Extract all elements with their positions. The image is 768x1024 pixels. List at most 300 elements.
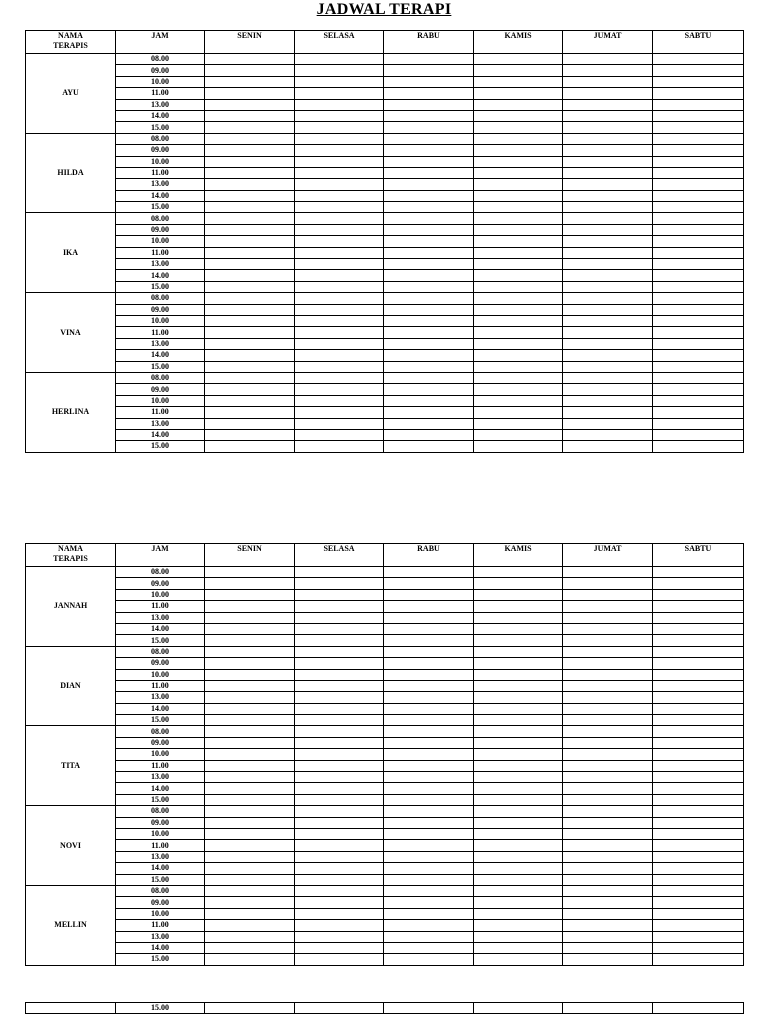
schedule-cell[interactable]	[295, 76, 384, 87]
schedule-cell[interactable]	[384, 259, 474, 270]
schedule-cell[interactable]	[295, 418, 384, 429]
schedule-cell[interactable]	[653, 806, 744, 817]
schedule-cell[interactable]	[384, 760, 474, 771]
schedule-cell[interactable]	[653, 110, 744, 121]
schedule-cell[interactable]	[295, 327, 384, 338]
schedule-cell[interactable]	[384, 589, 474, 600]
schedule-cell[interactable]	[384, 794, 474, 805]
schedule-cell[interactable]	[563, 122, 653, 133]
schedule-cell[interactable]	[384, 703, 474, 714]
schedule-cell[interactable]	[474, 578, 563, 589]
schedule-cell[interactable]	[563, 589, 653, 600]
schedule-cell[interactable]	[384, 567, 474, 578]
schedule-cell[interactable]	[384, 954, 474, 965]
schedule-cell[interactable]	[384, 418, 474, 429]
schedule-cell[interactable]	[474, 828, 563, 839]
schedule-cell[interactable]	[384, 897, 474, 908]
schedule-cell[interactable]	[653, 954, 744, 965]
schedule-cell[interactable]	[384, 806, 474, 817]
schedule-cell[interactable]	[295, 293, 384, 304]
schedule-cell[interactable]	[384, 247, 474, 258]
schedule-cell[interactable]	[295, 942, 384, 953]
schedule-cell[interactable]	[384, 110, 474, 121]
schedule-cell[interactable]	[205, 418, 295, 429]
schedule-cell[interactable]	[474, 133, 563, 144]
schedule-cell[interactable]	[563, 88, 653, 99]
schedule-cell[interactable]	[295, 110, 384, 121]
schedule-cell[interactable]	[563, 281, 653, 292]
schedule-cell[interactable]	[384, 828, 474, 839]
schedule-cell[interactable]	[205, 885, 295, 896]
schedule-cell[interactable]	[474, 65, 563, 76]
schedule-cell[interactable]	[653, 179, 744, 190]
schedule-cell[interactable]	[205, 726, 295, 737]
schedule-cell[interactable]	[384, 1003, 474, 1014]
schedule-cell[interactable]	[205, 122, 295, 133]
schedule-cell[interactable]	[205, 942, 295, 953]
schedule-cell[interactable]	[563, 578, 653, 589]
schedule-cell[interactable]	[563, 567, 653, 578]
schedule-cell[interactable]	[384, 76, 474, 87]
schedule-cell[interactable]	[563, 65, 653, 76]
schedule-cell[interactable]	[205, 54, 295, 65]
schedule-cell[interactable]	[653, 942, 744, 953]
schedule-cell[interactable]	[295, 920, 384, 931]
schedule-cell[interactable]	[653, 338, 744, 349]
schedule-cell[interactable]	[474, 703, 563, 714]
schedule-cell[interactable]	[205, 874, 295, 885]
schedule-cell[interactable]	[384, 167, 474, 178]
schedule-cell[interactable]	[563, 623, 653, 634]
schedule-cell[interactable]	[205, 863, 295, 874]
schedule-cell[interactable]	[563, 145, 653, 156]
schedule-cell[interactable]	[474, 145, 563, 156]
schedule-cell[interactable]	[474, 623, 563, 634]
schedule-cell[interactable]	[653, 259, 744, 270]
schedule-cell[interactable]	[653, 429, 744, 440]
schedule-cell[interactable]	[653, 851, 744, 862]
schedule-cell[interactable]	[205, 190, 295, 201]
schedule-cell[interactable]	[474, 304, 563, 315]
schedule-cell[interactable]	[295, 931, 384, 942]
schedule-cell[interactable]	[474, 646, 563, 657]
schedule-cell[interactable]	[205, 623, 295, 634]
schedule-cell[interactable]	[205, 315, 295, 326]
schedule-cell[interactable]	[653, 578, 744, 589]
schedule-cell[interactable]	[653, 623, 744, 634]
schedule-cell[interactable]	[474, 1003, 563, 1014]
schedule-cell[interactable]	[563, 236, 653, 247]
schedule-cell[interactable]	[563, 179, 653, 190]
schedule-cell[interactable]	[474, 350, 563, 361]
schedule-cell[interactable]	[295, 338, 384, 349]
schedule-cell[interactable]	[384, 338, 474, 349]
schedule-cell[interactable]	[563, 167, 653, 178]
schedule-cell[interactable]	[295, 395, 384, 406]
schedule-cell[interactable]	[563, 224, 653, 235]
schedule-cell[interactable]	[563, 874, 653, 885]
schedule-cell[interactable]	[205, 372, 295, 383]
schedule-cell[interactable]	[474, 589, 563, 600]
schedule-cell[interactable]	[384, 224, 474, 235]
schedule-cell[interactable]	[205, 145, 295, 156]
schedule-cell[interactable]	[384, 680, 474, 691]
schedule-cell[interactable]	[474, 897, 563, 908]
schedule-cell[interactable]	[205, 715, 295, 726]
schedule-cell[interactable]	[205, 703, 295, 714]
schedule-cell[interactable]	[295, 908, 384, 919]
schedule-cell[interactable]	[384, 646, 474, 657]
schedule-cell[interactable]	[653, 304, 744, 315]
schedule-cell[interactable]	[205, 429, 295, 440]
schedule-cell[interactable]	[384, 361, 474, 372]
schedule-cell[interactable]	[295, 760, 384, 771]
schedule-cell[interactable]	[563, 931, 653, 942]
schedule-cell[interactable]	[653, 395, 744, 406]
schedule-cell[interactable]	[295, 350, 384, 361]
schedule-cell[interactable]	[653, 658, 744, 669]
schedule-cell[interactable]	[295, 772, 384, 783]
schedule-cell[interactable]	[384, 874, 474, 885]
schedule-cell[interactable]	[653, 635, 744, 646]
schedule-cell[interactable]	[384, 920, 474, 931]
schedule-cell[interactable]	[205, 259, 295, 270]
schedule-cell[interactable]	[384, 601, 474, 612]
schedule-cell[interactable]	[384, 315, 474, 326]
schedule-cell[interactable]	[653, 715, 744, 726]
schedule-cell[interactable]	[384, 122, 474, 133]
schedule-cell[interactable]	[384, 236, 474, 247]
schedule-cell[interactable]	[474, 851, 563, 862]
schedule-cell[interactable]	[384, 213, 474, 224]
schedule-cell[interactable]	[474, 76, 563, 87]
schedule-cell[interactable]	[653, 646, 744, 657]
schedule-cell[interactable]	[205, 110, 295, 121]
schedule-cell[interactable]	[653, 270, 744, 281]
schedule-cell[interactable]	[205, 395, 295, 406]
schedule-cell[interactable]	[295, 897, 384, 908]
schedule-cell[interactable]	[474, 202, 563, 213]
schedule-cell[interactable]	[295, 658, 384, 669]
schedule-cell[interactable]	[384, 293, 474, 304]
schedule-cell[interactable]	[205, 635, 295, 646]
schedule-cell[interactable]	[653, 372, 744, 383]
schedule-cell[interactable]	[384, 726, 474, 737]
schedule-cell[interactable]	[295, 726, 384, 737]
schedule-cell[interactable]	[563, 429, 653, 440]
schedule-cell[interactable]	[474, 54, 563, 65]
schedule-cell[interactable]	[563, 840, 653, 851]
schedule-cell[interactable]	[653, 327, 744, 338]
schedule-cell[interactable]	[295, 429, 384, 440]
schedule-cell[interactable]	[474, 817, 563, 828]
schedule-cell[interactable]	[295, 817, 384, 828]
schedule-cell[interactable]	[653, 202, 744, 213]
schedule-cell[interactable]	[563, 920, 653, 931]
schedule-cell[interactable]	[653, 601, 744, 612]
schedule-cell[interactable]	[205, 954, 295, 965]
schedule-cell[interactable]	[474, 110, 563, 121]
schedule-cell[interactable]	[563, 908, 653, 919]
schedule-cell[interactable]	[205, 441, 295, 452]
schedule-cell[interactable]	[563, 760, 653, 771]
schedule-cell[interactable]	[653, 293, 744, 304]
schedule-cell[interactable]	[295, 749, 384, 760]
schedule-cell[interactable]	[563, 942, 653, 953]
schedule-cell[interactable]	[653, 247, 744, 258]
schedule-cell[interactable]	[474, 315, 563, 326]
schedule-cell[interactable]	[205, 88, 295, 99]
schedule-cell[interactable]	[653, 897, 744, 908]
schedule-cell[interactable]	[295, 601, 384, 612]
schedule-cell[interactable]	[295, 88, 384, 99]
schedule-cell[interactable]	[205, 327, 295, 338]
schedule-cell[interactable]	[474, 737, 563, 748]
schedule-cell[interactable]	[474, 885, 563, 896]
schedule-cell[interactable]	[295, 612, 384, 623]
schedule-cell[interactable]	[653, 703, 744, 714]
schedule-cell[interactable]	[653, 54, 744, 65]
schedule-cell[interactable]	[563, 806, 653, 817]
schedule-cell[interactable]	[205, 920, 295, 931]
schedule-cell[interactable]	[295, 840, 384, 851]
schedule-cell[interactable]	[653, 749, 744, 760]
schedule-cell[interactable]	[653, 612, 744, 623]
schedule-cell[interactable]	[384, 384, 474, 395]
schedule-cell[interactable]	[384, 578, 474, 589]
schedule-cell[interactable]	[205, 156, 295, 167]
schedule-cell[interactable]	[563, 749, 653, 760]
schedule-cell[interactable]	[563, 270, 653, 281]
schedule-cell[interactable]	[384, 54, 474, 65]
schedule-cell[interactable]	[384, 133, 474, 144]
schedule-cell[interactable]	[205, 772, 295, 783]
schedule-cell[interactable]	[474, 156, 563, 167]
schedule-cell[interactable]	[474, 190, 563, 201]
schedule-cell[interactable]	[295, 954, 384, 965]
schedule-cell[interactable]	[205, 817, 295, 828]
schedule-cell[interactable]	[295, 783, 384, 794]
schedule-cell[interactable]	[474, 384, 563, 395]
schedule-cell[interactable]	[563, 737, 653, 748]
schedule-cell[interactable]	[563, 851, 653, 862]
schedule-cell[interactable]	[205, 213, 295, 224]
schedule-cell[interactable]	[563, 350, 653, 361]
schedule-cell[interactable]	[295, 567, 384, 578]
schedule-cell[interactable]	[563, 418, 653, 429]
schedule-cell[interactable]	[653, 99, 744, 110]
schedule-cell[interactable]	[474, 179, 563, 190]
schedule-cell[interactable]	[653, 224, 744, 235]
schedule-cell[interactable]	[653, 726, 744, 737]
schedule-cell[interactable]	[384, 202, 474, 213]
schedule-cell[interactable]	[563, 361, 653, 372]
schedule-cell[interactable]	[295, 315, 384, 326]
schedule-cell[interactable]	[563, 635, 653, 646]
schedule-cell[interactable]	[563, 885, 653, 896]
schedule-cell[interactable]	[384, 635, 474, 646]
schedule-cell[interactable]	[205, 601, 295, 612]
schedule-cell[interactable]	[384, 304, 474, 315]
schedule-cell[interactable]	[295, 863, 384, 874]
schedule-cell[interactable]	[384, 190, 474, 201]
schedule-cell[interactable]	[295, 65, 384, 76]
schedule-cell[interactable]	[653, 76, 744, 87]
schedule-cell[interactable]	[653, 213, 744, 224]
schedule-cell[interactable]	[653, 65, 744, 76]
schedule-cell[interactable]	[474, 840, 563, 851]
schedule-cell[interactable]	[384, 395, 474, 406]
schedule-cell[interactable]	[205, 133, 295, 144]
schedule-cell[interactable]	[384, 65, 474, 76]
schedule-cell[interactable]	[295, 737, 384, 748]
schedule-cell[interactable]	[295, 646, 384, 657]
schedule-cell[interactable]	[563, 863, 653, 874]
schedule-cell[interactable]	[563, 612, 653, 623]
schedule-cell[interactable]	[653, 885, 744, 896]
schedule-cell[interactable]	[474, 395, 563, 406]
schedule-cell[interactable]	[384, 179, 474, 190]
schedule-cell[interactable]	[563, 407, 653, 418]
schedule-cell[interactable]	[653, 920, 744, 931]
schedule-cell[interactable]	[563, 954, 653, 965]
schedule-cell[interactable]	[563, 726, 653, 737]
schedule-cell[interactable]	[474, 99, 563, 110]
schedule-cell[interactable]	[474, 122, 563, 133]
schedule-cell[interactable]	[653, 737, 744, 748]
schedule-cell[interactable]	[205, 384, 295, 395]
schedule-cell[interactable]	[384, 88, 474, 99]
schedule-cell[interactable]	[653, 350, 744, 361]
schedule-cell[interactable]	[653, 145, 744, 156]
schedule-cell[interactable]	[384, 749, 474, 760]
schedule-cell[interactable]	[653, 589, 744, 600]
schedule-cell[interactable]	[474, 726, 563, 737]
schedule-cell[interactable]	[653, 133, 744, 144]
schedule-cell[interactable]	[295, 441, 384, 452]
schedule-cell[interactable]	[205, 783, 295, 794]
schedule-cell[interactable]	[205, 828, 295, 839]
schedule-cell[interactable]	[295, 372, 384, 383]
schedule-cell[interactable]	[474, 715, 563, 726]
schedule-cell[interactable]	[474, 213, 563, 224]
schedule-cell[interactable]	[474, 224, 563, 235]
schedule-cell[interactable]	[653, 863, 744, 874]
schedule-cell[interactable]	[563, 441, 653, 452]
schedule-cell[interactable]	[563, 76, 653, 87]
schedule-cell[interactable]	[474, 327, 563, 338]
schedule-cell[interactable]	[563, 772, 653, 783]
schedule-cell[interactable]	[653, 236, 744, 247]
schedule-cell[interactable]	[384, 931, 474, 942]
schedule-cell[interactable]	[653, 692, 744, 703]
schedule-cell[interactable]	[474, 361, 563, 372]
schedule-cell[interactable]	[295, 885, 384, 896]
schedule-cell[interactable]	[295, 361, 384, 372]
schedule-cell[interactable]	[474, 794, 563, 805]
schedule-cell[interactable]	[295, 623, 384, 634]
schedule-cell[interactable]	[205, 247, 295, 258]
schedule-cell[interactable]	[474, 942, 563, 953]
schedule-cell[interactable]	[295, 99, 384, 110]
schedule-cell[interactable]	[205, 737, 295, 748]
schedule-cell[interactable]	[205, 692, 295, 703]
schedule-cell[interactable]	[384, 350, 474, 361]
schedule-cell[interactable]	[295, 224, 384, 235]
schedule-cell[interactable]	[474, 920, 563, 931]
schedule-cell[interactable]	[653, 167, 744, 178]
schedule-cell[interactable]	[563, 327, 653, 338]
schedule-cell[interactable]	[653, 783, 744, 794]
schedule-cell[interactable]	[384, 715, 474, 726]
schedule-cell[interactable]	[295, 304, 384, 315]
schedule-cell[interactable]	[563, 247, 653, 258]
schedule-cell[interactable]	[205, 931, 295, 942]
schedule-cell[interactable]	[653, 384, 744, 395]
schedule-cell[interactable]	[384, 145, 474, 156]
schedule-cell[interactable]	[295, 578, 384, 589]
schedule-cell[interactable]	[474, 236, 563, 247]
schedule-cell[interactable]	[563, 692, 653, 703]
schedule-cell[interactable]	[205, 407, 295, 418]
schedule-cell[interactable]	[474, 338, 563, 349]
schedule-cell[interactable]	[474, 954, 563, 965]
schedule-cell[interactable]	[653, 441, 744, 452]
schedule-cell[interactable]	[474, 612, 563, 623]
schedule-cell[interactable]	[563, 133, 653, 144]
schedule-cell[interactable]	[653, 315, 744, 326]
schedule-cell[interactable]	[474, 658, 563, 669]
schedule-cell[interactable]	[563, 669, 653, 680]
schedule-cell[interactable]	[653, 361, 744, 372]
schedule-cell[interactable]	[563, 54, 653, 65]
schedule-cell[interactable]	[563, 259, 653, 270]
schedule-cell[interactable]	[205, 680, 295, 691]
schedule-cell[interactable]	[474, 931, 563, 942]
schedule-cell[interactable]	[205, 658, 295, 669]
schedule-cell[interactable]	[474, 772, 563, 783]
schedule-cell[interactable]	[384, 156, 474, 167]
schedule-cell[interactable]	[384, 863, 474, 874]
schedule-cell[interactable]	[295, 202, 384, 213]
schedule-cell[interactable]	[474, 88, 563, 99]
schedule-cell[interactable]	[563, 99, 653, 110]
schedule-cell[interactable]	[295, 794, 384, 805]
schedule-cell[interactable]	[474, 407, 563, 418]
schedule-cell[interactable]	[563, 213, 653, 224]
schedule-cell[interactable]	[653, 567, 744, 578]
schedule-cell[interactable]	[474, 635, 563, 646]
schedule-cell[interactable]	[474, 429, 563, 440]
schedule-cell[interactable]	[474, 441, 563, 452]
schedule-cell[interactable]	[384, 885, 474, 896]
schedule-cell[interactable]	[205, 851, 295, 862]
schedule-cell[interactable]	[205, 646, 295, 657]
schedule-cell[interactable]	[474, 692, 563, 703]
schedule-cell[interactable]	[295, 270, 384, 281]
schedule-cell[interactable]	[653, 680, 744, 691]
schedule-cell[interactable]	[205, 578, 295, 589]
schedule-cell[interactable]	[474, 281, 563, 292]
schedule-cell[interactable]	[205, 361, 295, 372]
schedule-cell[interactable]	[205, 350, 295, 361]
schedule-cell[interactable]	[384, 281, 474, 292]
schedule-cell[interactable]	[205, 99, 295, 110]
schedule-cell[interactable]	[205, 669, 295, 680]
schedule-cell[interactable]	[474, 806, 563, 817]
schedule-cell[interactable]	[384, 327, 474, 338]
schedule-cell[interactable]	[295, 874, 384, 885]
